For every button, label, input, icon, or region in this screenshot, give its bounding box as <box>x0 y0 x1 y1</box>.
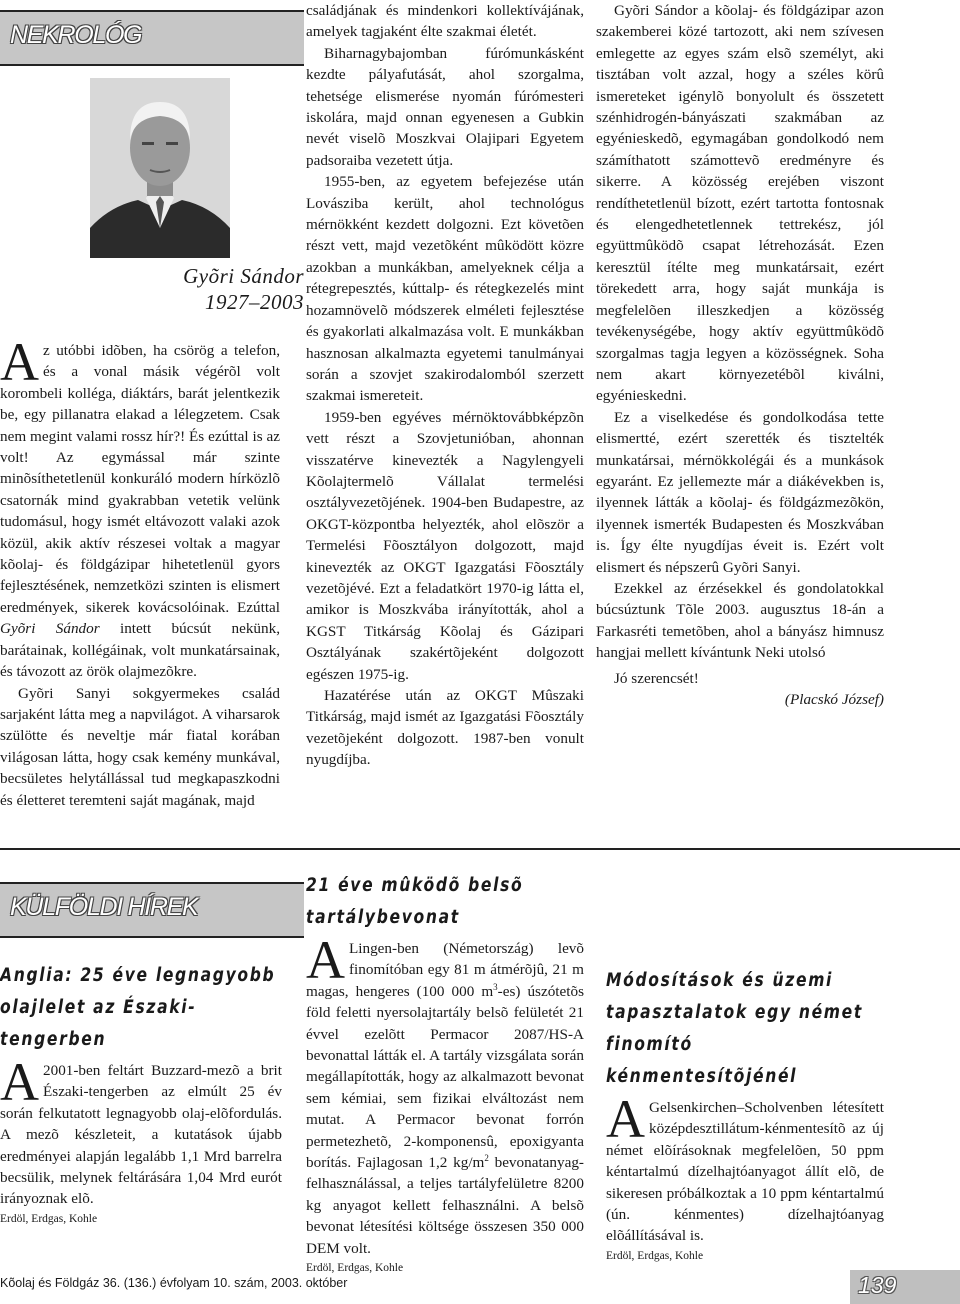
obit-paragraph-4: 1955-ben, az egyetem befejezése után Lovásziba került, ahol technológus mérnökként kezdett dolgozni. Ezt követõen részt vett, majd vezetõként mûködött közre azokban a munkákban, amelyeknek célja a rétegrepesztés, kúttalp- és rétegkezelés mint hozamnövelõ módszerek elméleti fejlesztése és gyakorlati alkalmazása volt. E munkákban hasznosan alkalmazta egyetemi tanulmányai során a szovjet szakirodalomból szerzett szakmai ismereteit. <box>306 173 584 405</box>
page-number-box <box>850 1270 960 1304</box>
author: (Placskó József) <box>784 691 884 708</box>
news-article-1 <box>0 960 282 1228</box>
obit-paragraph-9: Ezekkel az érzésekkel és gondolatokkal búcsúztunk Tõle 2003. augusztus 18-án a Farkasréti temetõben, ahol a bányász himnusz hangjai mellett kívántunk Neki utolsó <box>596 579 884 662</box>
portrait-photo <box>90 78 230 258</box>
section-divider <box>0 848 960 850</box>
obit-paragraph-6: Hazatérése után az OKGT Mûszaki Titkárság, majd ismét az Igazgatási Fõosztály vezetõjeként dolgozott. 1987-ben vonult nyugdíjba. <box>306 687 584 769</box>
drop-cap: A <box>0 332 39 392</box>
article-body: A Lingen-ben (Németország) levõ finomítóban egy 81 m átmérõjû, 21 m magas, hengeres (100 000 $m^3-es$) úszótetõs föld feletti nyersolajtartály belsõ felületét 21 évvel ezelõtt Permacor 2087/HS-A bevonattal látták el. A tartály vizsgálata során megállapították, hogy az alkalmazott bevonat sem kémiai, sem fizikai elváltozást nem mutat. A Permacor bevonat forrón permetezhetõ, 2-komponensû, epoxigyanta borítás. Fajlagosan 1,2 $kg/m^2$ bevonatanyag-felhasználással, a teljes tartályfelületre 8200 kg anyagot kellett felhasználni. A belsõ bevonat létesítési költsége összesen 350 000 DEM volt. <box>306 930 584 1257</box>
obit-paragraph-2: Gyõri Sanyi sokgyermekes család sarjaként látta meg a napvilágot. A viharsarok szülötte és neveltje már fiatal korában világosan látta, hogy csak kemény munkával, becsületes helytállással tud megkapaszkodni és életteret teremteni saját magának, majd <box>0 684 280 809</box>
drop-cap: A <box>306 930 345 990</box>
obit-column-3 <box>596 0 884 710</box>
drop-cap: A <box>0 1052 39 1112</box>
journal-footer: Kõolaj és Földgáz 36. (136.) évfolyam 10. szám, 2003. október <box>0 1276 348 1290</box>
name-emphasis: Gyõri Sándor <box>0 620 100 638</box>
section-title: NEKROLÓG <box>10 21 142 49</box>
article-source: Erdöl, Erdgas, Kohle <box>306 1262 404 1275</box>
obit-paragraph-1: Az utóbbi idõben, ha csörög a telefon, és a vonal másik végérõl volt korombeli kolléga, diáktárs, barát jelentkezik be, egy pillanatra elakad a lélegzetem. Csak nem megint valami rossz hír?! És ezúttal is az volt! Az egymással már szinte minõsíthetetlenül konkuráló modern hírközlõ csatornák mind gyakrabban vetetik velünk tudomásul, hogy ismét eltávozott valaki azok közül, akik aktív részesei voltak a magyar kõolaj- és földgázipar hihetetlenül gyors fejlesztésének, nemzetközi szinten is elismert eredmények, sikerek kovácsolóinak. Ezúttal Gyõri Sándor intett búcsút nekünk, barátainak, kollégáinak, volt munkatársainak, és távozott az örök olajmezõkre. <box>0 332 280 681</box>
obit-paragraph-7: Gyõri Sándor a kõolaj- és földgázipar azon szakemberei közé tartozott, aki nem szívesen emlegette az egyes szám elsõ személyt, aki tisztában volt azzal, hogy a széles körû ismereteket igénylõ bonyolult és összetett szénhidrogén-bányászati szakmában az egyénieskedõ, egymagában gondolkodó nem számíthatott számottevõ eredményre és sikerre. A közösség erejében viszont rendíthetetlenül bízott, ezért tartotta fontosnak és elengedhetetlennek tettrekész, jól együttmûködõ csapat létrehozását. Ezen keresztül ítélte meg munkatársait, ezért törekedett arra, hogy saját munkája is megfelelõen illeszkedjen a közösség tevékenységébe, hogy aktív együttmûködõ szorgalmas tagja legyen a közösségnek. Soha nem akart környezetébõl kiválni, egyénieskedni. <box>596 2 884 405</box>
deceased-years: 1927–2003 <box>205 290 304 314</box>
article-source: Erdöl, Erdgas, Kohle <box>0 1212 98 1225</box>
article-title: Módosítások és üzemi tapasztalatok egy német finomító kénmentesítõjénél <box>606 970 864 1087</box>
portrait-image <box>90 78 230 258</box>
article-source: Erdöl, Erdgas, Kohle <box>606 1249 704 1262</box>
obit-paragraph-5: 1959-ben egyéves mérnöktovábbképzõn vett részt a Szovjetunióban, ahonnan visszatérve kinevezték a Nagylengyeli Kõolajtermelõ Vállalat termelési osztályvezetõjének. 1904-ben Budapestre, az OKGT-központba helyezték, ahol elõször a Termelési Fõosztályon dolgozott, majd kinevezték az OKGT Igazgatási Fõosztály vezetõjévé. Ezt a feladatkört 1970-ig látta el, amikor is Moszkvába irányították, ahol a KGST Titkárság Kõolaj és Gázipari Osztályának szakértõjeként dolgozott egészen 1975-ig. <box>306 408 584 683</box>
section-header-nekrolog <box>0 10 304 66</box>
section-title: KÜLFÖLDI HÍREK <box>10 893 198 921</box>
article-body: A 2001-ben feltárt Buzzard-mezõ a brit Északi-tengerben az elmúlt 25 év során felkutatott legnagyobb olaj-elõfordulás. A mezõ készleteit, a kutatások újabb eredményei alapján legalább 1,1 Mrd barrelra becsülik, melynek feltárására 1,04 Mrd eurót irányoznak elõ. <box>0 1052 282 1208</box>
news-article-3 <box>606 965 884 1265</box>
section-header-kulfoldi-hirek <box>0 882 304 938</box>
farewell: Jó szerencsét! <box>614 669 699 687</box>
obit-paragraph-8: Ez a viselkedése és gondolkodása tette elismertté, ezért szerették és tisztelték munkatársai, mérnökkolégái és a munkások egyaránt. Ez jellemezte már a diákévekben is, ilyennek látták a kõolaj- és földgázmezõkön, ilyennek ismerték Budapesten és Moszkvában is. Így élte nyugdíjas éveit is. Ezért volt elismert és népszerû Gyõri Sanyi. <box>596 408 884 576</box>
article-body: A Gelsenkirchen–Scholvenben létesített középdesztillátum-kénmentesítõ az új német elõírásoknak megfelelõen, 50 ppm kéntartalmú dízelhajtóanyagot állít elõ, de sikeresen próbálkoztak a 10 ppm kéntartalmú (ún. kénmentes) dízelhajtóanyag elõállításával is. <box>606 1089 884 1245</box>
deceased-name: Gyõri Sándor <box>183 264 304 288</box>
drop-cap: A <box>606 1089 645 1149</box>
article-title: 21 éve mûködõ belsõ tartálybevonat <box>306 875 524 928</box>
article-title: Anglia: 25 éve legnagyobb olajlelet az Északi-tengerben <box>0 965 276 1050</box>
page-number: 139 <box>858 1272 897 1298</box>
obit-column-1 <box>0 332 280 811</box>
news-article-2 <box>306 870 584 1277</box>
obit-paragraph-2-continued: családjának és mindenkori kollektívájának, amelyek tagjaként élte szakmai életét. <box>306 2 584 41</box>
obit-paragraph-3: Biharnagybajomban fúrómunkásként kezdte pályafutását, ahol szorgalma, tehetsége elismerése nyomán fúrómesteri iskolára, majd onnan egyenesen a Gubkin nevét viselõ Moszkvai Olajipari Egyetem padsoraiba vezetett útja. <box>306 44 584 169</box>
obit-column-2 <box>306 0 584 771</box>
